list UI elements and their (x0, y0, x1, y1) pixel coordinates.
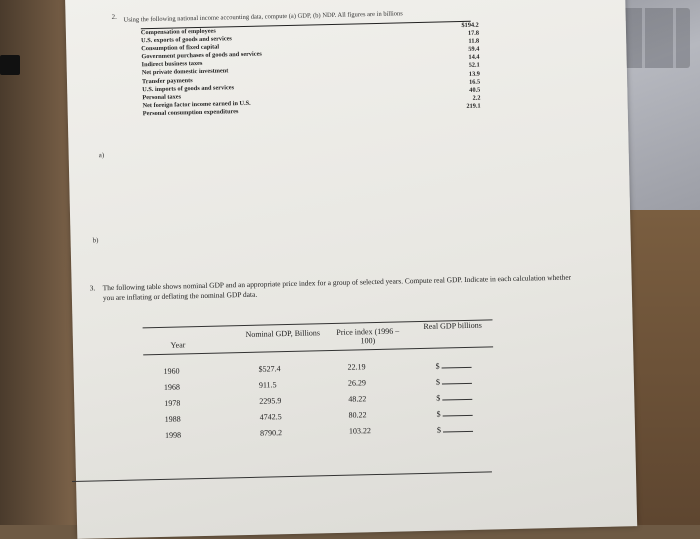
row-label: Personal taxes (142, 93, 182, 102)
row-value: 13.9 (468, 70, 480, 78)
cell-year: 1978 (164, 398, 181, 408)
row-value: 14.4 (468, 53, 480, 62)
cell-year: 1968 (163, 382, 181, 392)
cell-nominal-gdp: $527.4 (258, 364, 281, 374)
cell-nominal-gdp: 8790.2 (259, 428, 283, 438)
row-label: Consumption of fixed capital (141, 43, 220, 53)
cell-year: 1988 (164, 414, 181, 424)
question-3 (89, 272, 572, 303)
cell-real-gdp (437, 424, 473, 435)
cell-nominal-gdp: 2295.9 (259, 396, 282, 406)
row-value: 11.8 (468, 37, 480, 46)
row-value: 219.1 (466, 102, 481, 110)
cell-year: 1960 (163, 366, 180, 376)
answer-blank[interactable] (441, 360, 471, 369)
dollar-sign: $ (435, 377, 441, 387)
row-value: 2.2 (472, 94, 481, 102)
dollar-sign: $ (436, 425, 442, 435)
header-year: Year (170, 340, 186, 350)
cell-price-index: 80.22 (348, 410, 367, 420)
row-label: Indirect business taxes (141, 60, 203, 69)
row-label: U.S. imports of goods and services (142, 83, 235, 93)
row-label: Net foreign factor income earned in U.S. (142, 99, 251, 110)
gdp-table (143, 319, 496, 445)
cell-real-gdp (435, 360, 471, 371)
row-value: 59.4 (468, 45, 480, 54)
header-nominal-gdp: Nominal GDP, Billions (245, 328, 321, 339)
part-a-label: a) (98, 151, 105, 160)
question-2-prompt: Using the following national income accounting data, compute (a) GDP, (b) NDP. All figures are in billions (123, 10, 403, 24)
cell-nominal-gdp: 911.5 (258, 380, 277, 390)
dollar-sign: $ (436, 393, 441, 403)
gdp-table-body (143, 347, 495, 445)
question-2-number: 2. (111, 12, 117, 21)
answer-blank[interactable] (442, 376, 472, 385)
cell-price-index: 48.22 (348, 394, 367, 404)
row-label: Compensation of employees (140, 27, 216, 37)
header-real-gdp: Real GDP billions (423, 320, 482, 331)
cell-real-gdp (436, 376, 472, 387)
answer-blank[interactable] (443, 424, 473, 433)
row-value: 16.5 (468, 78, 481, 86)
worksheet-paper (65, 0, 637, 539)
answer-blank[interactable] (443, 408, 473, 417)
bottom-rule (72, 471, 492, 482)
black-object (0, 55, 20, 75)
row-value: 52.1 (468, 62, 480, 70)
national-income-table (140, 21, 481, 118)
row-label: U.S. exports of goods and services (141, 35, 232, 45)
row-label: Government purchases of goods and services (141, 50, 262, 61)
cell-nominal-gdp: 4742.5 (259, 412, 282, 422)
question-3-text: The following table shows nominal GDP and an appropriate price index for a group of selected years. Compute real GDP. Indicate in each calculation whether you are inflating or deflating the nominal GDP data. (102, 272, 572, 303)
row-value: 40.5 (469, 86, 481, 94)
cell-real-gdp (436, 392, 472, 403)
row-value: 17.8 (467, 29, 480, 37)
cell-year: 1998 (164, 430, 182, 440)
cell-price-index: 103.22 (348, 426, 372, 436)
header-price-index: Price index (1996 – 100) (336, 326, 400, 346)
answer-blank[interactable] (442, 392, 472, 401)
cell-real-gdp (437, 408, 473, 419)
dollar-sign: $ (435, 361, 440, 371)
row-value: $194.2 (461, 21, 479, 30)
cell-price-index: 26.29 (347, 378, 366, 388)
dollar-sign: $ (436, 409, 441, 419)
row-label: Personal consumption expenditures (142, 108, 239, 118)
row-label: Transfer payments (141, 76, 193, 85)
question-3-number: 3. (89, 283, 96, 293)
row-label: Net private domestic investment (141, 67, 229, 77)
cell-price-index: 22.19 (347, 362, 366, 372)
part-b-label: b) (92, 236, 99, 245)
